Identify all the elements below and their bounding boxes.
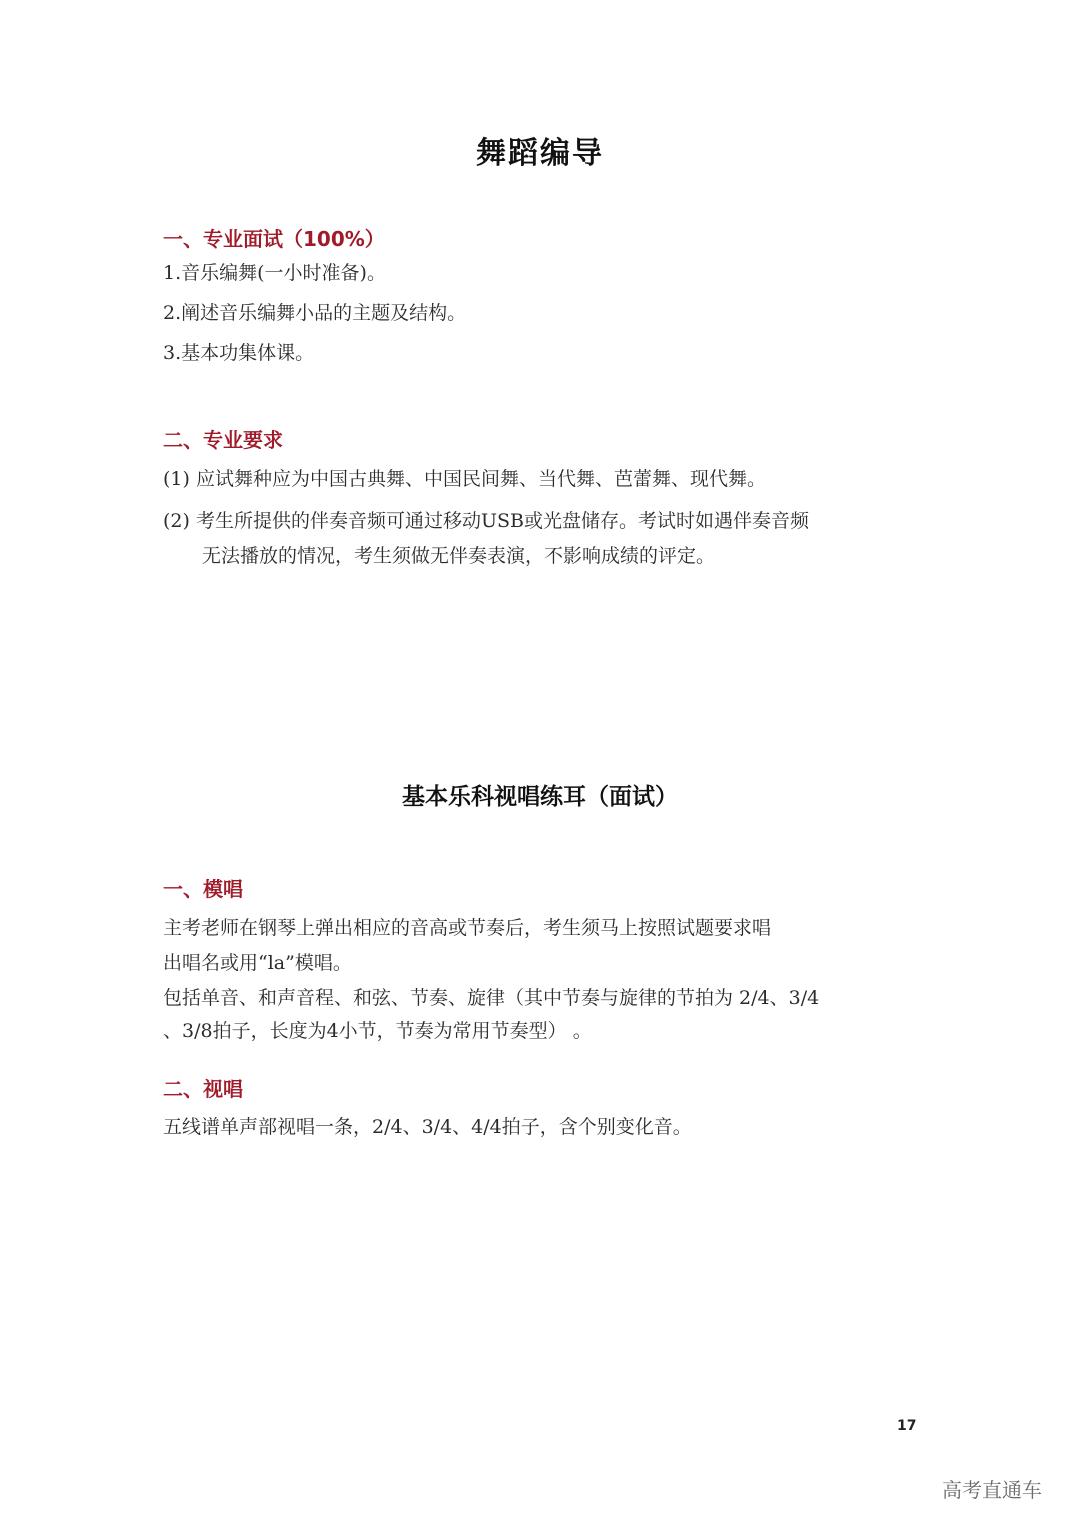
watermark-text: 高考直通车 [942, 1478, 1042, 1502]
requirement-2-continued: 无法播放的情况，考生须做无伴奏表演，不影响成绩的评定。 [202, 545, 716, 567]
imitation-line-4: 、3/8拍子，长度为4小节，节奏为常用节奏型） 。 [163, 1020, 592, 1042]
imitation-line-1: 主考老师在钢琴上弹出相应的音高或节奏后，考生须马上按照试题要求唱 [163, 917, 772, 939]
imitation-line-2: 出唱名或用“la”模唱。 [163, 952, 352, 974]
heading-professional-requirements: 二、专业要求 [163, 428, 283, 452]
requirement-2: (2) 考生所提供的伴奏音频可通过移动USB或光盘储存。考试时如遇伴奏音频 [163, 510, 809, 532]
page-number: 17 [897, 1418, 917, 1434]
imitation-line-3: 包括单音、和声音程、和弦、节奏、旋律（其中节奏与旋律的节拍为 2/4、3/4 [163, 987, 820, 1009]
interview-item-3: 3.基本功集体课。 [163, 342, 315, 364]
requirement-1: (1) 应试舞种应为中国古典舞、中国民间舞、当代舞、芭蕾舞、现代舞。 [163, 468, 766, 490]
section-title-dance-choreography: 舞蹈编导 [476, 136, 604, 171]
heading-sight-singing: 二、视唱 [163, 1077, 243, 1101]
section-title-solfeggio: 基本乐科视唱练耳（面试） [402, 784, 678, 810]
sight-singing-text: 五线谱单声部视唱一条，2/4、3/4、4/4拍子，含个别变化音。 [163, 1116, 692, 1138]
heading-imitation-singing: 一、模唱 [163, 877, 243, 901]
interview-item-2: 2.阐述音乐编舞小品的主题及结构。 [163, 302, 467, 324]
interview-item-1: 1.音乐编舞(一小时准备)。 [163, 262, 386, 284]
heading-professional-interview: 一、专业面试（100%） [163, 227, 385, 251]
